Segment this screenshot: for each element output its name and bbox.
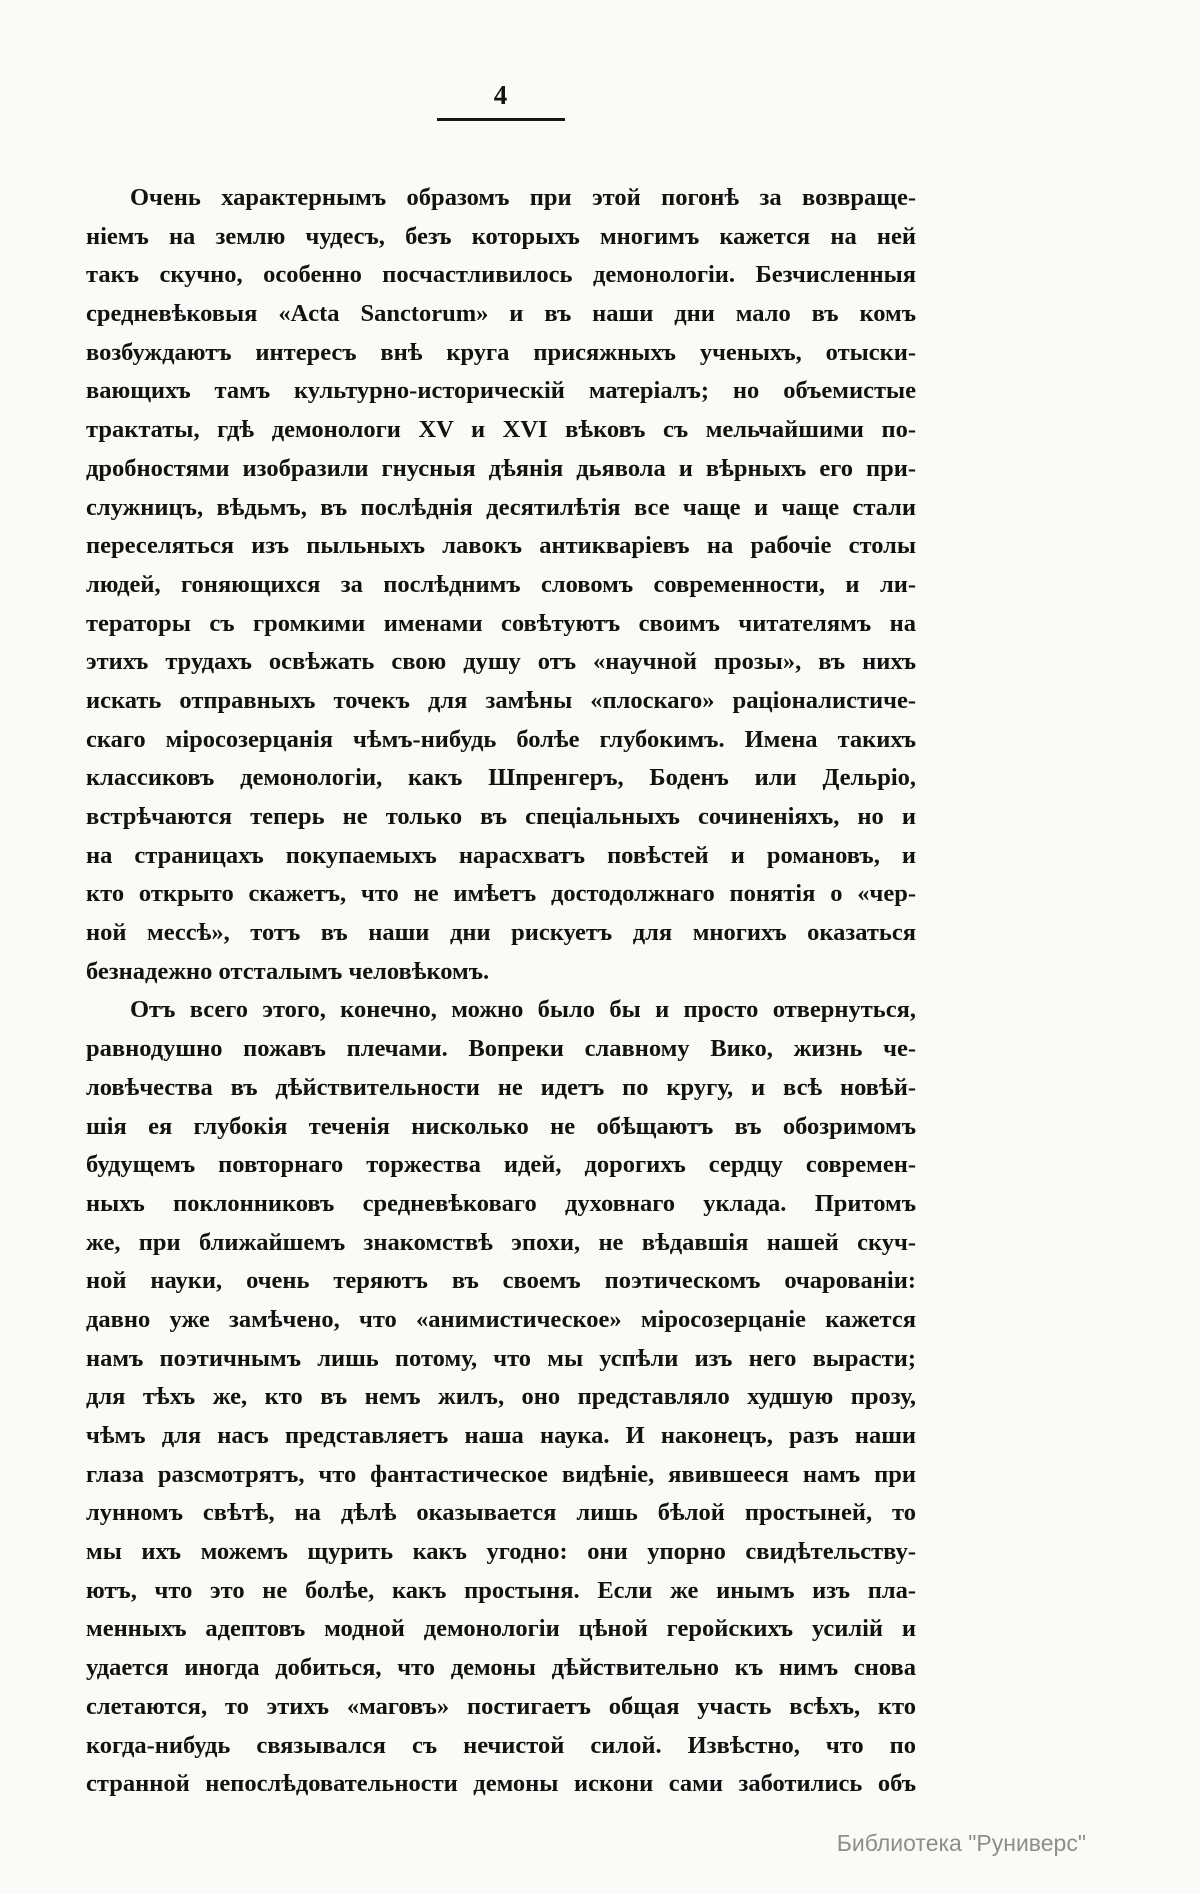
text-line: мы ихъ можемъ щурить какъ угодно: они упорно свидѣтельству- [86, 1538, 916, 1566]
paragraph-1 [86, 179, 916, 991]
text-line: средневѣковыя «Acta Sanctorum» и въ наши дни мало въ комъ [86, 300, 916, 328]
text-line: дробностями изобразили гнусныя дѣянія дьявола и вѣрныхъ его при- [86, 454, 916, 482]
page-header [86, 80, 916, 121]
text-line: служницъ, вѣдьмъ, въ послѣднія десятилѣтія все чаще и чаще стали [86, 493, 916, 521]
text-line: намъ поэтичнымъ лишь потому, что мы успѣли изъ него вырасти; [86, 1344, 916, 1372]
text-line: давно уже замѣчено, что «анимистическое» міросозерцаніе кажется [86, 1305, 916, 1333]
text-line: безнадежно отсталымъ человѣкомъ. [86, 957, 490, 985]
text-line: для тѣхъ же, кто въ немъ жилъ, оно представляло худшую прозу, [86, 1383, 916, 1411]
page-number: 4 [493, 80, 509, 110]
text-line: переселяться изъ пыльныхъ лавокъ антикваріевъ на рабочіе столы [86, 532, 916, 560]
paragraph-2 [86, 991, 916, 1803]
text-line: Отъ всего этого, конечно, можно было бы и просто отвернуться, [130, 996, 916, 1024]
text-line: же, при ближайшемъ знакомствѣ эпохи, не вѣдавшія нашей скуч- [86, 1228, 916, 1256]
text-line: ніемъ на землю чудесъ, безъ которыхъ многимъ кажется на ней [86, 222, 916, 250]
page-number-rule [437, 118, 565, 121]
text-line: странной непослѣдовательности демоны искони сами заботились объ [86, 1770, 916, 1798]
text-line: такъ скучно, особенно посчастливилось демонологіи. Безчисленныя [86, 261, 916, 289]
text-line: ной мессѣ», тотъ въ наши дни рискуетъ для многихъ оказаться [86, 919, 916, 947]
text-line: Очень характернымъ образомъ при этой погонѣ за возвраще- [130, 184, 916, 211]
text-line: на страницахъ покупаемыхъ нарасхватъ повѣстей и романовъ, и [86, 841, 916, 869]
watermark: Библиотека "Руниверс" [836, 1830, 1086, 1856]
text-line: людей, гоняющихся за послѣднимъ словомъ современности, и ли- [86, 570, 916, 598]
text-line: удается иногда добиться, что демоны дѣйствительно къ нимъ снова [86, 1654, 916, 1682]
text-line: классиковъ демонологіи, какъ Шпренгеръ, Боденъ или Дельріо, [86, 764, 916, 792]
text-line: ныхъ поклонниковъ средневѣковаго духовнаго уклада. Притомъ [86, 1189, 916, 1217]
text-line: трактаты, гдѣ демонологи XV и XVI вѣковъ съ мельчайшими по- [86, 416, 916, 444]
text-line: кто открыто скажетъ, что не имѣетъ достодолжнаго понятія о «чер- [86, 880, 916, 908]
text-line: ловѣчества въ дѣйствительности не идетъ по кругу, и всѣ новѣй- [86, 1073, 916, 1101]
text-line: менныхъ адептовъ модной демонологіи цѣной геройскихъ усилій и [86, 1615, 916, 1643]
text-line: этихъ трудахъ освѣжать свою душу отъ «научной прозы», въ нихъ [86, 648, 916, 676]
text-line: тераторы съ громкими именами совѣтуютъ своимъ читателямъ на [86, 609, 916, 637]
text-line: ютъ, что это не болѣе, какъ простыня. Если же инымъ изъ пла- [86, 1576, 916, 1604]
text-line: равнодушно пожавъ плечами. Вопреки славному Вико, жизнь че- [86, 1035, 916, 1063]
text-line: чѣмъ для насъ представляетъ наша наука. И наконецъ, разъ наши [86, 1422, 916, 1449]
text-line: возбуждаютъ интересъ внѣ круга присяжныхъ ученыхъ, отыски- [86, 338, 916, 366]
text-line: будущемъ повторнаго торжества идей, дорогихъ сердцу современ- [86, 1151, 916, 1179]
text-line: искать отправныхъ точекъ для замѣны «плоскаго» раціоналистиче- [86, 686, 916, 714]
text-line: встрѣчаются теперь не только въ спеціальныхъ сочиненіяхъ, но и [86, 803, 916, 830]
body-text [86, 179, 916, 1804]
text-line: шія ея глубокія теченія нисколько не обѣщаютъ въ обозримомъ [86, 1112, 916, 1140]
text-line: слетаются, то этихъ «маговъ» постигаетъ общая участь всѣхъ, кто [86, 1692, 916, 1720]
text-line: лунномъ свѣтѣ, на дѣлѣ оказывается лишь бѣлой простыней, то [86, 1499, 916, 1527]
text-line: ной науки, очень теряютъ въ своемъ поэтическомъ очарованіи: [86, 1267, 916, 1295]
text-line: скаго міросозерцанія чѣмъ-нибудь болѣе глубокимъ. Имена такихъ [86, 725, 916, 753]
text-line: глаза разсмотрятъ, что фантастическое видѣніе, явившееся намъ при [86, 1460, 916, 1488]
text-line: вающихъ тамъ культурно-историческій матеріалъ; но объемистые [86, 377, 916, 405]
text-line: когда-нибудь связывался съ нечистой силой. Извѣстно, что по [86, 1731, 916, 1759]
